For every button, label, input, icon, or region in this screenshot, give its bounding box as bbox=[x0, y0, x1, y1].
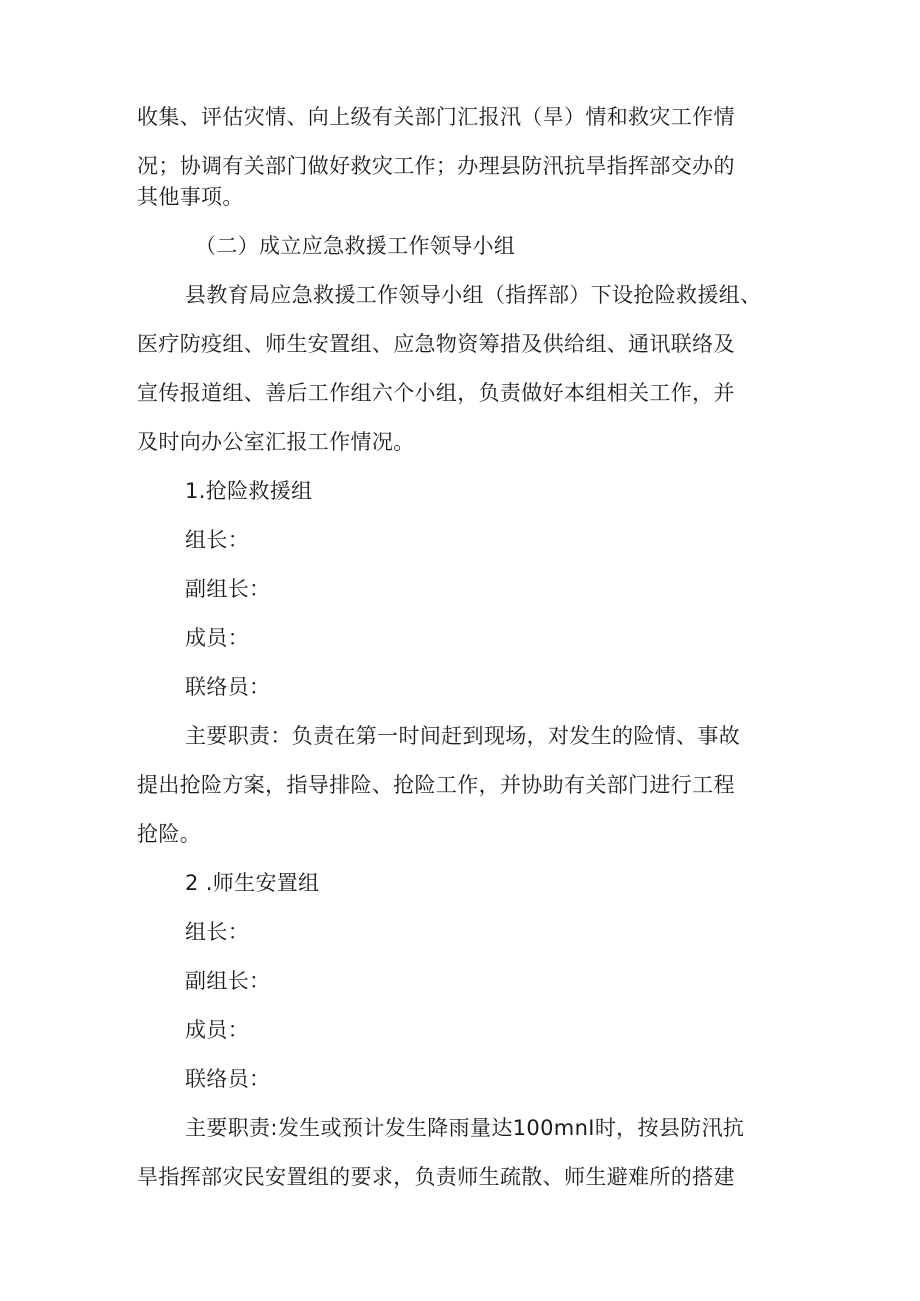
paragraph-leading-group bbox=[137, 280, 797, 458]
text-line: 抢险。 bbox=[137, 822, 202, 846]
paragraph-resettlement-duties bbox=[137, 1113, 797, 1193]
text-line: 及时向办公室汇报工作情况。 bbox=[137, 430, 415, 454]
group-members-label: 成员： bbox=[185, 1018, 250, 1042]
section-heading: （二）成立应急救援工作领导小组 bbox=[195, 234, 516, 258]
paragraph-disaster-reporting bbox=[137, 102, 797, 213]
text-line: 县教育局应急救援工作领导小组（指挥部）下设抢险救援组、 bbox=[185, 283, 762, 307]
text-line: 医疗防疫组、师生安置组、应急物资筹措及供给组、通讯联络及 bbox=[137, 332, 735, 356]
text-line: 其他事项。 bbox=[137, 185, 244, 209]
document-body bbox=[137, 102, 797, 1193]
text-line: 收集、评估灾情、向上级有关部门汇报汛（旱）情和救灾工作情 bbox=[137, 105, 735, 129]
group-liaison-label: 联络员： bbox=[185, 1067, 271, 1091]
paragraph-rescue-duties bbox=[137, 721, 797, 850]
group-liaison-label: 联络员： bbox=[185, 675, 271, 699]
group-title-rescue: 1.抢险救援组 bbox=[185, 479, 313, 503]
group-leader-label: 组长： bbox=[185, 920, 250, 944]
text-line: 提出抢险方案，指导排险、抢险工作，并协助有关部门进行工程 bbox=[137, 773, 735, 797]
text-line: 况；协调有关部门做好救灾工作；办理县防汛抗旱指挥部交办的 bbox=[137, 154, 735, 178]
group-deputy-label: 副组长： bbox=[185, 969, 271, 993]
group-deputy-label: 副组长： bbox=[185, 577, 271, 601]
text-line: 主要职责:发生或预计发生降雨量达100mnI时，按县防汛抗 bbox=[185, 1116, 745, 1140]
text-line: 主要职责：负责在第一时间赶到现场，对发生的险情、事故 bbox=[185, 724, 741, 748]
group-leader-label: 组长： bbox=[185, 528, 250, 552]
group-title-resettlement: 2 .师生安置组 bbox=[185, 871, 320, 895]
text-line: 旱指挥部灾民安置组的要求，负责师生疏散、师生避难所的搭建 bbox=[137, 1165, 735, 1189]
text-line: 宣传报道组、善后工作组六个小组，负责做好本组相关工作，并 bbox=[137, 381, 735, 405]
group-members-label: 成员： bbox=[185, 626, 250, 650]
